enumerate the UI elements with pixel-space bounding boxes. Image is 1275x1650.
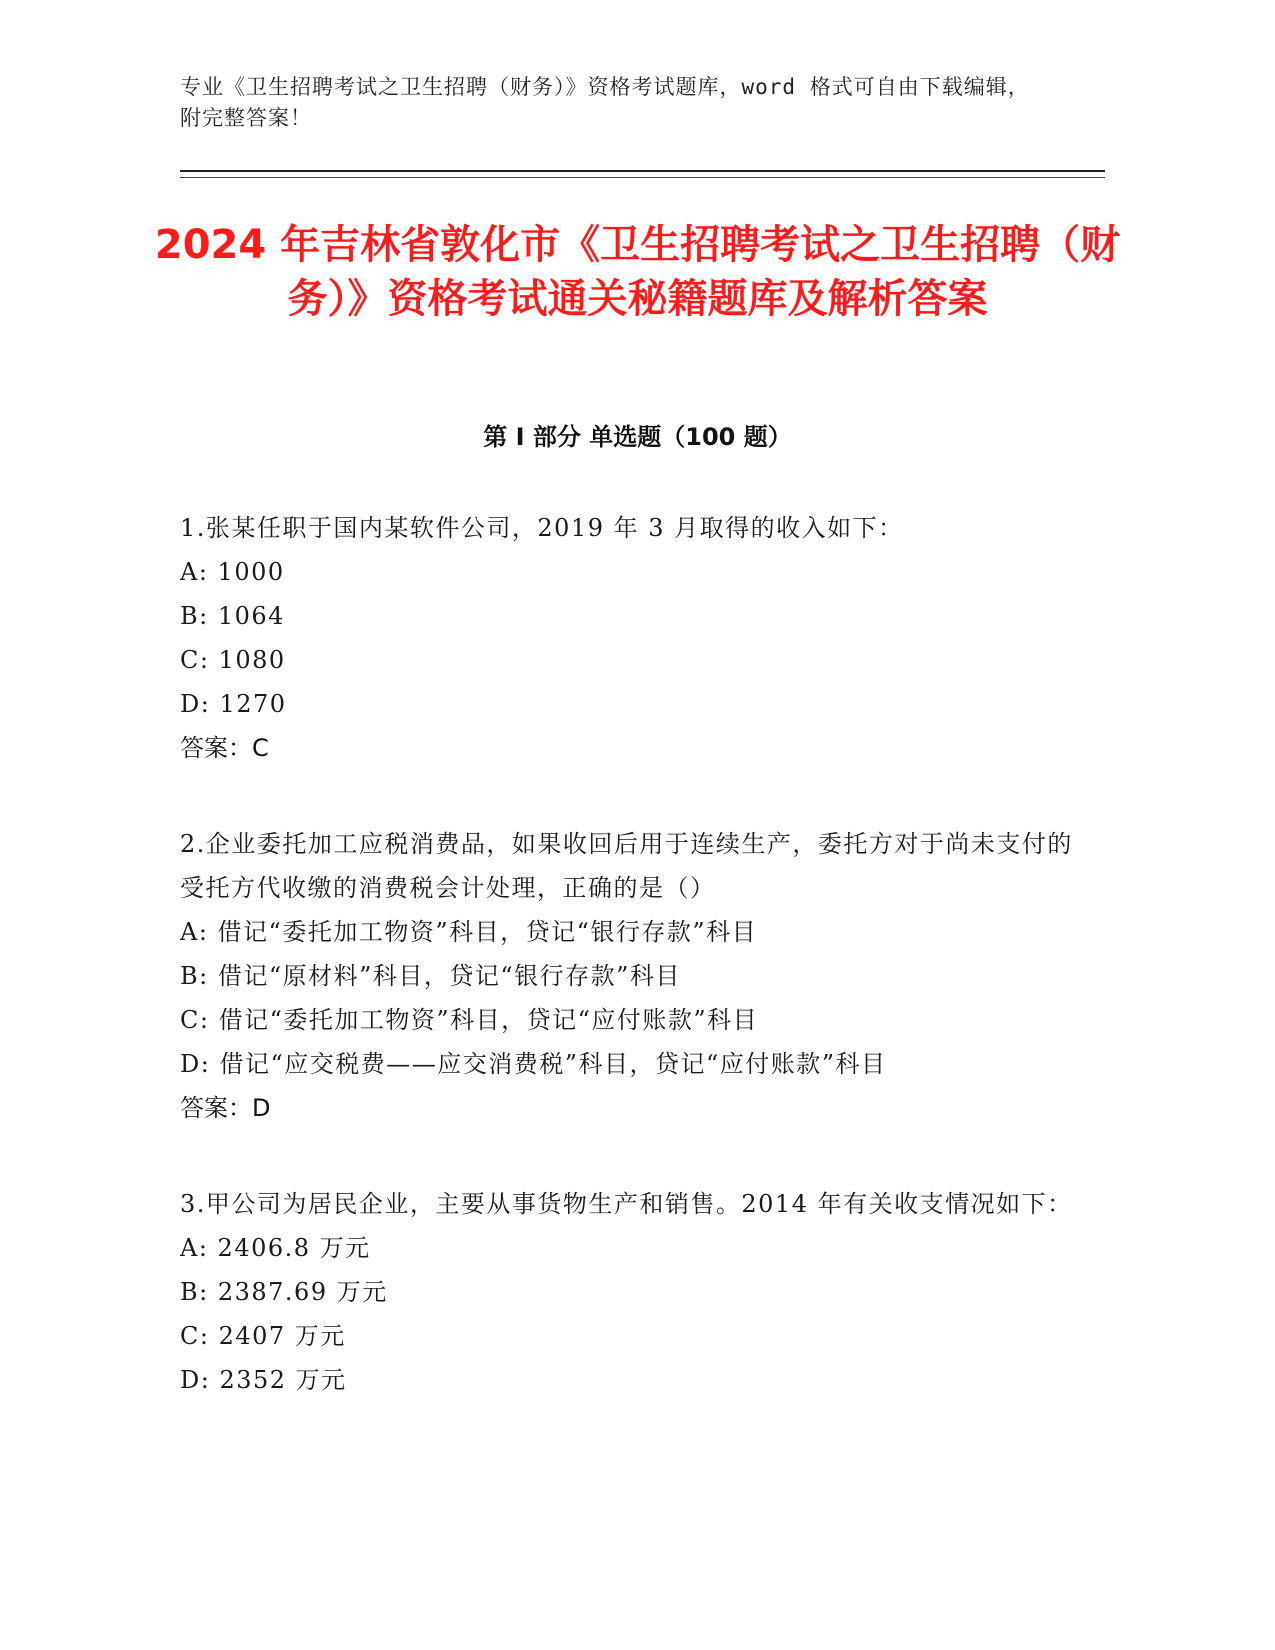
option-c: C: 借记“委托加工物资”科目，贷记“应付账款”科目 [180,1006,759,1034]
header-rule-thin [180,177,1105,178]
option-a: A: 借记“委托加工物资”科目，贷记“银行存款”科目 [180,918,758,946]
option-c: C: 1080 [180,646,286,674]
answer: 答案：D [180,1094,271,1122]
question-list [180,506,1080,1454]
question-stem: 3.甲公司为居民企业，主要从事货物生产和销售。2014 年有关收支情况如下： [180,1190,1073,1218]
question-stem: 1.张某任职于国内某软件公司，2019 年 3 月取得的收入如下： [180,514,904,542]
section-title: 第 I 部分 单选题（100 题） [483,423,792,451]
option-b: B: 借记“原材料”科目，贷记“银行存款”科目 [180,962,681,990]
question-3 [180,1182,1080,1402]
option-d: D: 1270 [180,690,287,718]
option-d: D: 2352 万元 [180,1366,347,1394]
question-2 [180,822,1080,1130]
option-c: C: 2407 万元 [180,1322,346,1350]
option-d: D: 借记“应交税费——应交消费税”科目，贷记“应付账款”科目 [180,1050,887,1078]
document-title: 2024 年吉林省敦化市《卫生招聘考试之卫生招聘（财务）》资格考试通关秘籍题库及解析答案 [154,222,1121,322]
option-b: B: 2387.69 万元 [180,1278,388,1306]
question-1 [180,506,1080,770]
question-stem: 2.企业委托加工应税消费品，如果收回后用于连续生产，委托方对于尚未支付的受托方代收缴的消费税会计处理，正确的是（） [180,830,1073,902]
option-a: A: 1000 [180,558,285,586]
option-a: A: 2406.8 万元 [180,1234,371,1262]
answer: 答案：C [180,734,269,762]
option-b: B: 1064 [180,602,285,630]
header-note: 专业《卫生招聘考试之卫生招聘（财务）》资格考试题库，word 格式可自由下载编辑，附完整答案！ [180,75,1030,130]
header-rule-thick [180,170,1105,172]
